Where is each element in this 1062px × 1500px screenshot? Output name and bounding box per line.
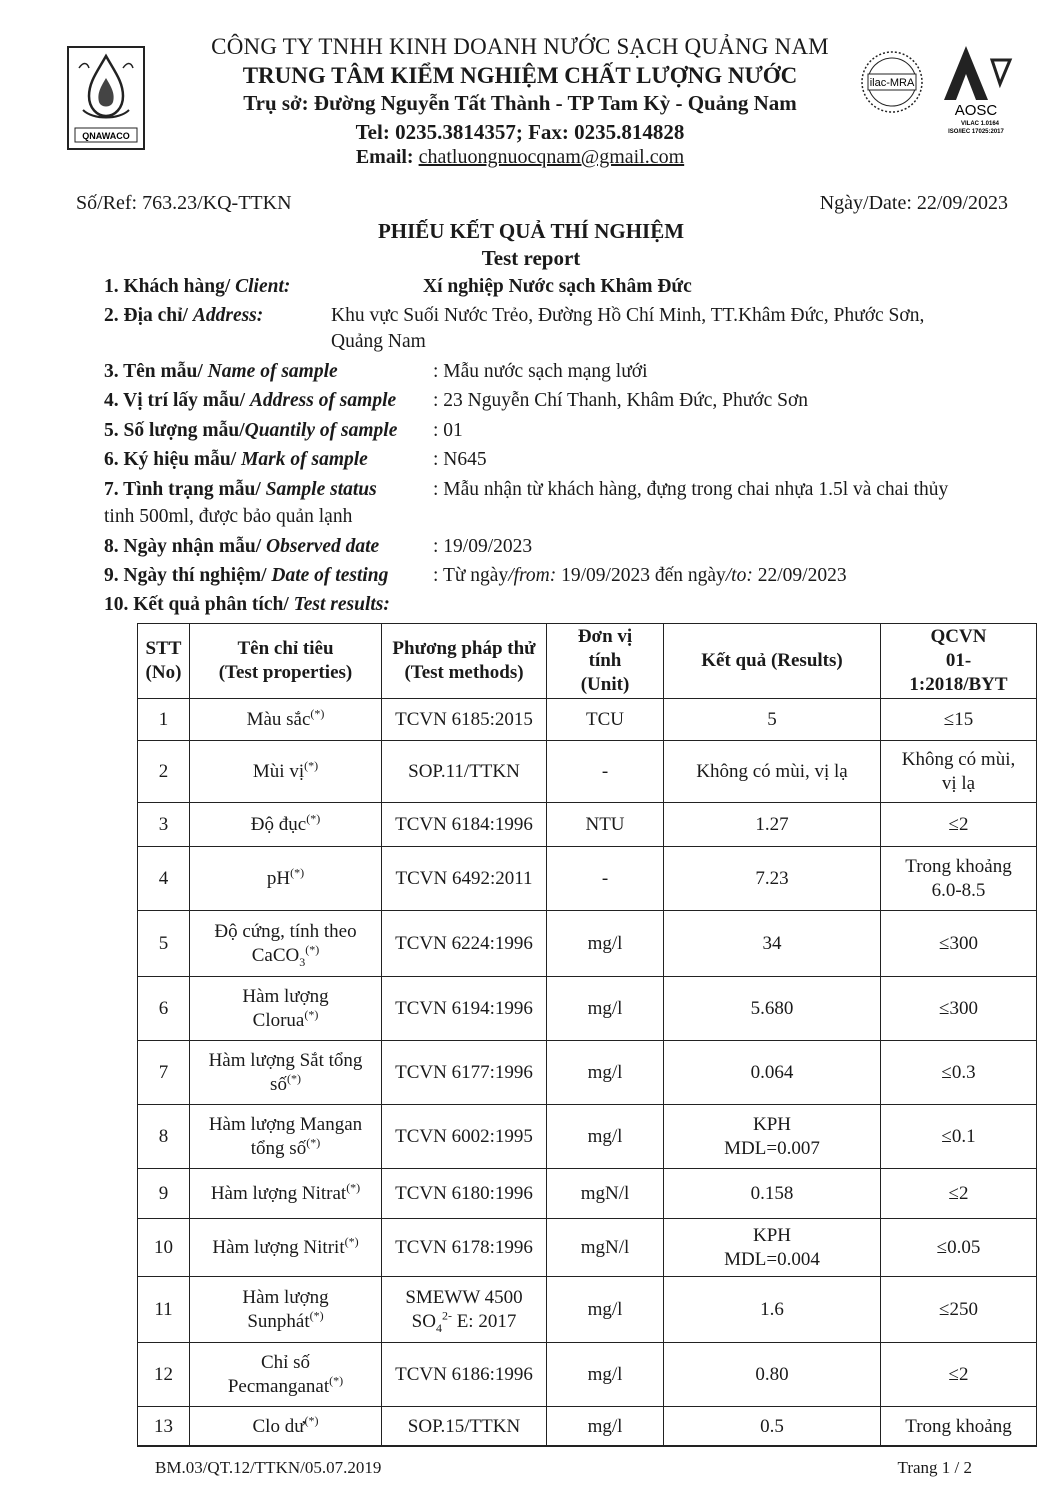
table-row <box>138 741 1037 803</box>
logo-text: QNAWACO <box>82 131 130 141</box>
status-label: 7. Tình trạng mẫu/ Sample status <box>104 479 377 500</box>
row-no: 12 <box>138 1343 190 1407</box>
row-method: TCVN 6194:1996 <box>382 977 547 1041</box>
row-method: TCVN 6178:1996 <box>382 1219 547 1277</box>
reference-number: Số/Ref: 763.23/KQ-TTKN <box>76 192 292 214</box>
header-methods: Phương pháp thử (Test methods) <box>382 624 547 699</box>
quantity-label: 5. Số lượng mẫu/Quantily of sample <box>104 420 398 441</box>
header-unit: Đơn vị tính (Unit) <box>547 624 664 699</box>
address-value-line1: Khu vực Suối Nước Trẻo, Đường Hồ Chí Minh, TT.Khâm Đức, Phước Sơn, <box>331 305 925 326</box>
seal-text: ilac-MRA <box>869 77 915 89</box>
row-result: 0.158 <box>664 1169 881 1219</box>
report-subtitle: Test report <box>481 246 581 270</box>
row-name: Màu sắc(*) <box>190 699 382 741</box>
table-row <box>138 1169 1037 1219</box>
row-no: 1 <box>138 699 190 741</box>
row-result: 0.064 <box>664 1041 881 1105</box>
row-name: Hàm lượng Mangan tổng số(*) <box>190 1105 382 1169</box>
row-standard: ≤2 <box>881 1343 1037 1407</box>
table-row <box>138 1105 1037 1169</box>
row-name: pH(*) <box>190 847 382 911</box>
sample-address-label: 4. Vị trí lấy mẫu/ Address of sample <box>104 390 397 411</box>
row-method: SMEWW 4500 $SO_4^{2-}$ E: 2017 <box>382 1277 547 1343</box>
table-row <box>138 1277 1037 1343</box>
mark-label: 6. Ký hiệu mẫu/ Mark of sample <box>104 449 368 470</box>
row-name: Hàm lượng Sắt tổng số(*) <box>190 1041 382 1105</box>
sample-name-label: 3. Tên mẫu/ Name of sample <box>104 361 338 382</box>
email-link[interactable]: chatluongnuocqnam@gmail.com <box>418 146 685 168</box>
observed-date-value: : 19/09/2023 <box>433 536 533 557</box>
footer-divider <box>137 1445 1036 1446</box>
form-code: BM.03/QT.12/TTKN/05.07.2019 <box>155 1458 382 1477</box>
row-method: SOP.15/TTKN <box>382 1407 547 1447</box>
row-unit: - <box>547 741 664 803</box>
row-no: 9 <box>138 1169 190 1219</box>
row-unit: mg/l <box>547 1105 664 1169</box>
client-label: 1. Khách hàng/ Client: <box>104 276 291 297</box>
row-no: 2 <box>138 741 190 803</box>
row-no: 10 <box>138 1219 190 1277</box>
row-standard: ≤0.1 <box>881 1105 1037 1169</box>
results-label: 10. Kết quả phân tích/ Test results: <box>104 594 390 615</box>
table-row <box>138 1343 1037 1407</box>
mark-value: : N645 <box>433 449 487 470</box>
row-result: 5 <box>664 699 881 741</box>
table-row <box>138 803 1037 847</box>
row-standard: ≤15 <box>881 699 1037 741</box>
row-unit: mg/l <box>547 1041 664 1105</box>
status-value-line1: : Mẫu nhận từ khách hàng, đựng trong chai nhựa 1.5l và chai thủy <box>433 479 949 500</box>
row-standard: ≤250 <box>881 1277 1037 1343</box>
row-standard: ≤2 <box>881 1169 1037 1219</box>
row-result: KPH MDL=0.004 <box>664 1219 881 1277</box>
company-address: Trụ sở: Đường Nguyễn Tất Thành - TP Tam Kỳ - Quảng Nam <box>243 91 797 115</box>
row-unit: mg/l <box>547 1343 664 1407</box>
table-row <box>138 911 1037 977</box>
row-result: 1.27 <box>664 803 881 847</box>
row-result: 5.680 <box>664 977 881 1041</box>
row-no: 11 <box>138 1277 190 1343</box>
iso-text: ISO/IEC 17025:2017 <box>948 129 1004 135</box>
row-unit: mg/l <box>547 911 664 977</box>
aosc-text: AOSC <box>954 102 998 119</box>
row-standard: ≤300 <box>881 911 1037 977</box>
table-row <box>138 699 1037 741</box>
table-row <box>138 847 1037 911</box>
row-no: 4 <box>138 847 190 911</box>
row-unit: mg/l <box>547 1277 664 1343</box>
client-value: Xí nghiệp Nước sạch Khâm Đức <box>423 276 692 297</box>
row-name: Chỉ số Pecmanganat(*) <box>190 1343 382 1407</box>
row-result: 0.80 <box>664 1343 881 1407</box>
header-stt: STT (No) <box>138 624 190 699</box>
row-name: Hàm lượng Sunphát(*) <box>190 1277 382 1343</box>
page-number: Trang 1 / 2 <box>897 1458 972 1477</box>
company-name: CÔNG TY TNHH KINH DOANH NƯỚC SẠCH QUẢNG NAM <box>211 34 829 59</box>
sample-address-value: : 23 Nguyễn Chí Thanh, Khâm Đức, Phước Sơn <box>433 390 809 411</box>
row-method: TCVN 6185:2015 <box>382 699 547 741</box>
header-standard: QCVN 01- 1:2018/BYT <box>881 624 1037 699</box>
row-result: 1.6 <box>664 1277 881 1343</box>
address-value-line2: Quảng Nam <box>331 331 426 352</box>
row-name: Hàm lượng Clorua(*) <box>190 977 382 1041</box>
row-method: TCVN 6180:1996 <box>382 1169 547 1219</box>
row-result: 34 <box>664 911 881 977</box>
row-method: SOP.11/TTKN <box>382 741 547 803</box>
address-label: 2. Địa chỉ/ Address: <box>104 305 264 326</box>
row-unit: NTU <box>547 803 664 847</box>
row-result: Không có mùi, vị lạ <box>664 741 881 803</box>
report-date: Ngày/Date: 22/09/2023 <box>819 192 1008 214</box>
row-result: 0.5 <box>664 1407 881 1447</box>
company-phone: Tel: 0235.3814357; Fax: 0235.814828 <box>355 120 685 144</box>
row-unit: mg/l <box>547 977 664 1041</box>
row-name: Clo dư(*) <box>190 1407 382 1447</box>
row-name: Độ đục(*) <box>190 803 382 847</box>
company-logo <box>67 46 145 150</box>
table-header-row <box>138 624 1037 699</box>
row-method: TCVN 6177:1996 <box>382 1041 547 1105</box>
quantity-value: : 01 <box>433 420 463 441</box>
table-row <box>138 1407 1037 1447</box>
testing-date-value: : Từ ngày/from: 19/09/2023 đến ngày/to: 22/09/2023 <box>433 565 847 586</box>
status-value-line2: tinh 500ml, được bảo quản lạnh <box>104 506 353 527</box>
row-method: TCVN 6184:1996 <box>382 803 547 847</box>
row-standard: ≤0.3 <box>881 1041 1037 1105</box>
table-row <box>138 977 1037 1041</box>
observed-date-label: 8. Ngày nhận mẫu/ Observed date <box>104 536 380 557</box>
row-result: KPH MDL=0.007 <box>664 1105 881 1169</box>
row-unit: TCU <box>547 699 664 741</box>
company-email: Email: chatluongnuocqnam@gmail.com <box>355 146 685 168</box>
row-unit: mgN/l <box>547 1219 664 1277</box>
row-name: Độ cứng, tính theo CaCO$_3$(*) <box>190 911 382 977</box>
row-method: TCVN 6224:1996 <box>382 911 547 977</box>
row-standard: ≤300 <box>881 977 1037 1041</box>
results-table <box>137 623 1037 1447</box>
row-method: TCVN 6002:1995 <box>382 1105 547 1169</box>
row-result: 7.23 <box>664 847 881 911</box>
row-no: 7 <box>138 1041 190 1105</box>
row-no: 13 <box>138 1407 190 1447</box>
row-standard: Trong khoảng <box>881 1407 1037 1447</box>
sample-name-value: : Mẫu nước sạch mạng lưới <box>433 361 648 382</box>
table-row <box>138 1219 1037 1277</box>
header-properties: Tên chỉ tiêu (Test properties) <box>190 624 382 699</box>
row-no: 6 <box>138 977 190 1041</box>
header-result: Kết quả (Results) <box>664 624 881 699</box>
row-no: 8 <box>138 1105 190 1169</box>
row-standard: Trong khoảng 6.0-8.5 <box>881 847 1037 911</box>
row-name: Mùi vị(*) <box>190 741 382 803</box>
row-standard: ≤0.05 <box>881 1219 1037 1277</box>
row-unit: mg/l <box>547 1407 664 1447</box>
row-unit: - <box>547 847 664 911</box>
row-name: Hàm lượng Nitrit(*) <box>190 1219 382 1277</box>
row-standard: ≤2 <box>881 803 1037 847</box>
report-title: PHIẾU KẾT QUẢ THÍ NGHIỆM <box>377 219 685 243</box>
ilac-mra-seal <box>858 46 926 126</box>
row-method: TCVN 6186:1996 <box>382 1343 547 1407</box>
table-row <box>138 1041 1037 1105</box>
row-name: Hàm lượng Nitrat(*) <box>190 1169 382 1219</box>
row-no: 5 <box>138 911 190 977</box>
aosc-logo <box>936 40 1016 136</box>
row-standard: Không có mùi, vị lạ <box>881 741 1037 803</box>
row-unit: mgN/l <box>547 1169 664 1219</box>
vilas-code: VILAC 1.0164 <box>960 121 1000 127</box>
testing-date-label: 9. Ngày thí nghiệm/ Date of testing <box>104 565 389 586</box>
row-method: TCVN 6492:2011 <box>382 847 547 911</box>
center-name: TRUNG TÂM KIỂM NGHIỆM CHẤT LƯỢNG NƯỚC <box>242 63 798 88</box>
row-no: 3 <box>138 803 190 847</box>
